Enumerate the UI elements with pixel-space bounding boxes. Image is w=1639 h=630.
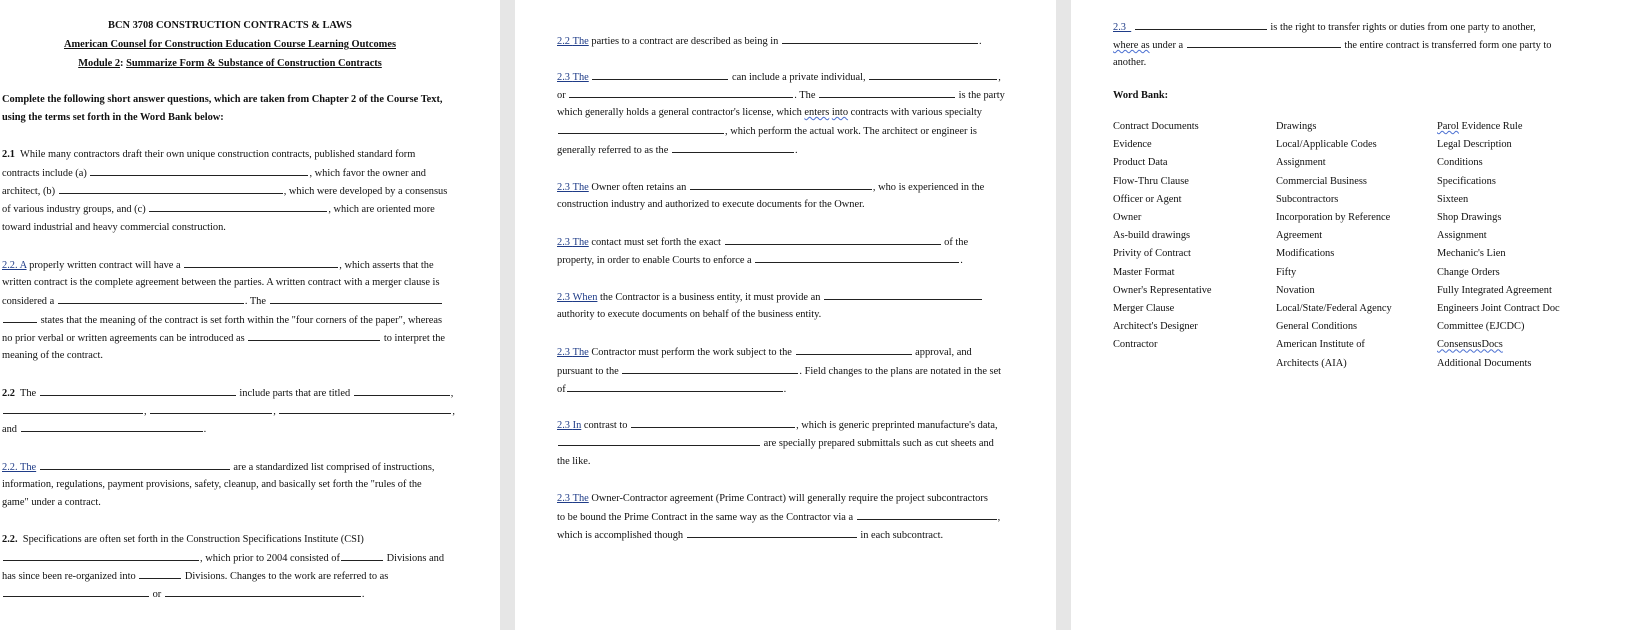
question-text: has since been re-organized into [2, 571, 136, 582]
word-bank-item: Contractor [1113, 339, 1158, 351]
question-text: approval, and [915, 347, 972, 358]
answer-blank[interactable] [21, 422, 203, 432]
answer-blank[interactable] [354, 386, 450, 396]
word-bank-item: Shop Drawings [1437, 212, 1502, 223]
word-bank-item: Additional Documents [1437, 357, 1532, 369]
question-text: or [152, 589, 162, 600]
question-2-3h-line-2 [1113, 38, 1552, 53]
word-bank-item: Merger Clause [1113, 303, 1175, 314]
question-2-2a-line-3 [2, 294, 443, 309]
module-name: Summarize Form & Substance of Construction Contracts [126, 58, 382, 69]
question-2-2b-line-2: , , , [2, 404, 455, 419]
question-2-3d-line-2: authority to execute documents on behalf of the business entity. [557, 309, 822, 320]
question-2-2a-line-5 [2, 331, 445, 346]
word-bank-item: Architects (AIA) [1276, 357, 1347, 369]
answer-blank[interactable] [165, 587, 361, 597]
question-number-word: The [572, 182, 589, 193]
answer-blank[interactable] [270, 294, 442, 304]
question-text: of various industry groups, and (c) [2, 204, 146, 215]
question-2-2e-line-1: 2.2 The parties to a contract are described as being in . [557, 36, 982, 47]
question-text: Divisions and [386, 553, 445, 564]
question-text: under a [1152, 40, 1184, 51]
question-text: While many contractors draft their own unique construction contracts, published standard form [20, 149, 416, 160]
document-page-3 [1071, 0, 1639, 630]
word-bank-title: Word Bank: [1113, 90, 1169, 101]
question-text: , which perform the actual work. The architect or engineer is [725, 126, 977, 137]
question-2-2c-line-2: information, regulations, payment provisions, safety, cleanup, and basically set forth the "rules of the [2, 479, 422, 490]
answer-blank[interactable] [567, 382, 783, 392]
question-number: 2.2 [557, 36, 570, 47]
question-number: 2.3 [557, 347, 570, 358]
instructions-line-1: Complete the following short answer questions, which are taken from Chapter 2 of the Course Text, [2, 94, 443, 105]
question-2-2b-line-3: and . [2, 424, 207, 435]
question-2-1-line-2 [2, 166, 426, 181]
question-2-2d-line-4: or . [2, 587, 364, 602]
answer-blank[interactable] [150, 404, 272, 414]
question-2-2a-line-6: meaning of the contract. [2, 350, 103, 361]
question-text: is the party [958, 90, 1005, 101]
answer-blank[interactable] [631, 418, 795, 428]
word-bank-item: Product Data [1113, 157, 1168, 169]
question-2-3c-line-1 [557, 235, 968, 250]
word-bank-item: Engineers Joint Contract Doc [1437, 303, 1560, 314]
question-text: . Field changes to the plans are notated in the set [799, 366, 1002, 377]
answer-blank[interactable] [558, 124, 724, 134]
word-bank-item: Commercial Business [1276, 175, 1367, 187]
question-2-3h-line-3: another. [1113, 57, 1147, 68]
answer-blank[interactable] [1187, 38, 1341, 48]
question-2-3c-line-2: property, in order to enable Courts to enforce a . [557, 255, 963, 266]
word-bank-item: Drawings [1276, 121, 1317, 132]
question-number: 2.2. [2, 534, 18, 545]
document-page-2 [515, 0, 1056, 630]
answer-blank[interactable] [687, 528, 857, 538]
answer-blank[interactable] [40, 386, 236, 396]
question-number-word: The [572, 347, 589, 358]
answer-blank[interactable] [690, 180, 872, 190]
question-text: property, in order to enable Courts to enforce a [557, 255, 752, 266]
question-text: of the [944, 237, 969, 248]
question-number: 2.3 [557, 420, 570, 431]
question-2-3a-line-4 [557, 124, 977, 139]
question-2-1-line-1 [2, 148, 415, 162]
word-bank-item: Local/Applicable Codes [1276, 139, 1377, 151]
spelling-flagged-word: enters [804, 107, 830, 118]
question-number: 2.3 [557, 182, 570, 193]
question-text: , which were developed by a consensus [283, 186, 448, 197]
question-2-2b-line-1: 2.2 The include parts that are titled , [2, 388, 454, 399]
word-bank-item: American Institute of [1276, 339, 1365, 351]
question-2-3g-line-1 [557, 492, 988, 506]
word-bank-item: Modifications [1276, 248, 1335, 260]
question-text: , which prior to 2004 consisted of [200, 553, 340, 564]
course-title: BCN 3708 CONSTRUCTION CONTRACTS & LAWS [108, 20, 352, 31]
word-bank-item: Master Format [1113, 266, 1175, 278]
question-text: architect, (b) [2, 186, 56, 197]
question-2-2a-line-1 [2, 258, 434, 273]
spelling-flagged-word: ConsensusDocs [1437, 339, 1503, 351]
answer-blank[interactable] [824, 290, 982, 300]
question-number: 2.2 [2, 388, 15, 399]
answer-blank[interactable] [248, 331, 380, 341]
question-text: Owner-Contractor agreement (Prime Contract) will generally require the project subcontractors [591, 493, 988, 504]
word-bank-item: Subcontractors [1276, 193, 1339, 205]
question-2-3b-line-1 [557, 180, 984, 195]
word-bank-item: Mechanic's Lien [1437, 248, 1506, 260]
word-bank-item: Specifications [1437, 175, 1496, 187]
answer-blank[interactable] [558, 436, 760, 446]
question-text: The [20, 388, 37, 399]
question-text: and [2, 424, 18, 435]
question-text: contracts with various specialty [850, 107, 982, 118]
question-number-word: The [572, 493, 589, 504]
answer-blank[interactable] [869, 70, 997, 80]
question-2-2d-line-3 [2, 569, 388, 584]
question-2-2a-line-2: written contract is the complete agreement between the parties. A written contract with a merger clause is [2, 277, 440, 288]
document-page-1 [0, 0, 500, 630]
answer-blank[interactable] [725, 235, 941, 245]
question-text: which generally holds a general contractor's license, which [557, 107, 802, 118]
word-bank-item: Agreement [1276, 230, 1323, 242]
word-bank-item: Flow-Thru Clause [1113, 175, 1189, 187]
question-number: 2.2. The [2, 462, 37, 473]
answer-blank[interactable] [3, 587, 149, 597]
question-2-3f-line-3: the like. [557, 456, 591, 467]
word-bank-item: Contract Documents [1113, 121, 1199, 132]
word-bank-item: Incorporation by Reference [1276, 212, 1391, 223]
question-2-3g-line-2: to be bound the Prime Contract in the same way as the Contractor via a , [557, 512, 1001, 523]
question-2-3a-line-5: generally referred to as the . [557, 145, 798, 156]
word-bank-item: Conditions [1437, 157, 1483, 169]
question-text: . The [794, 90, 816, 101]
word-bank-item: General Conditions [1276, 321, 1358, 333]
word-bank-item [1437, 338, 1503, 352]
answer-blank[interactable] [184, 258, 338, 268]
word-bank-term: Evidence Rule [1461, 121, 1523, 132]
question-2-2a-line-4 [2, 313, 442, 328]
question-2-3b-line-2: construction industry and authorized to execute documents for the Owner. [557, 199, 865, 210]
question-text: properly written contract will have a [29, 260, 181, 271]
question-text: are a standardized list comprised of instructions, [233, 462, 435, 473]
spelling-flagged-word: into [831, 107, 849, 118]
question-text: considered a [2, 296, 55, 307]
answer-blank[interactable] [3, 313, 37, 323]
question-text: Specifications are often set forth in the Construction Specifications Institute (CSI) [22, 534, 364, 545]
question-2-2d-line-1 [2, 533, 364, 547]
word-bank-item: Assignment [1276, 157, 1326, 169]
question-text: is the right to transfer rights or duties from one party to another, [1270, 22, 1536, 33]
question-number: 2.3 [557, 493, 570, 504]
question-text: are specially prepared submittals such as cut sheets and [763, 438, 994, 449]
answer-blank[interactable] [592, 70, 728, 80]
word-bank-item: Owner [1113, 212, 1142, 223]
question-2-2c-line-3: game" under a contract. [2, 497, 101, 508]
question-text: the entire contract is transferred form one party to [1344, 40, 1552, 51]
word-bank-item: Fifty [1276, 266, 1297, 278]
answer-blank[interactable] [622, 364, 798, 374]
word-bank-item: Evidence [1113, 139, 1152, 151]
question-2-1-line-3 [2, 184, 447, 199]
question-text: the Contractor is a business entity, it must provide an [600, 292, 821, 303]
answer-blank[interactable] [90, 166, 308, 176]
question-text: can include a private individual, [731, 72, 866, 83]
question-text: which is accomplished though [557, 530, 684, 541]
question-number-word: The [572, 72, 589, 83]
question-2-1-line-5: toward industrial and heavy commercial construction. [2, 222, 226, 233]
question-text: , which asserts that the [339, 260, 434, 271]
question-number-word: When [572, 292, 598, 303]
question-2-3e-line-3: of . [557, 384, 787, 395]
question-2-2d-line-2 [2, 551, 444, 566]
question-number: 2.3 [1113, 22, 1126, 33]
question-2-3f-line-1 [557, 418, 998, 433]
answer-blank[interactable] [755, 253, 959, 263]
word-bank-item: As-build drawings [1113, 230, 1191, 242]
question-text: include parts that are titled [239, 388, 351, 399]
question-number-word: The [572, 237, 589, 248]
answer-blank[interactable] [58, 294, 244, 304]
spelling-flagged-word: where as [1113, 40, 1150, 51]
question-2-3a-line-2 [557, 88, 1005, 103]
question-text: , which is generic preprinted manufacture's data, [796, 420, 998, 431]
question-text: to interpret the [383, 333, 446, 344]
question-2-3d-line-1 [557, 290, 983, 305]
answer-blank[interactable] [782, 34, 978, 44]
word-bank-item: Assignment [1437, 230, 1487, 242]
answer-blank[interactable] [819, 88, 955, 98]
question-number: 2.3 [557, 72, 570, 83]
question-text: or [557, 90, 566, 101]
module-title: Module 2: Summarize Form & Substance of Construction Contracts [78, 58, 382, 69]
question-2-3a-line-1: 2.3 The can include a private individual, , [557, 72, 1001, 83]
word-bank-item: Legal Description [1437, 139, 1512, 151]
question-text: . The [244, 296, 266, 307]
question-text: contrast to [583, 420, 628, 431]
question-text: of [557, 384, 566, 395]
question-2-3e-line-1 [557, 345, 972, 360]
answer-blank[interactable] [857, 510, 997, 520]
question-text: no prior verbal or written agreements can be introduced as [2, 333, 245, 344]
word-bank-item: Local/State/Federal Agency [1276, 303, 1392, 314]
question-text: contact must set forth the exact [591, 237, 721, 248]
question-text: , who is experienced in the [872, 182, 985, 193]
question-2-3f-line-2 [557, 436, 994, 451]
question-number: 2.3 [557, 292, 570, 303]
module-prefix: Module 2 [78, 58, 121, 69]
word-bank-item: Privity of Contract [1113, 248, 1191, 260]
question-text: Divisions. Changes to the work are referred to as [184, 571, 389, 582]
word-bank-item: Committee (EJCDC) [1437, 321, 1525, 333]
word-bank-item: Officer or Agent [1113, 193, 1182, 205]
question-2-3g-line-3 [557, 528, 943, 543]
answer-blank[interactable] [672, 143, 794, 153]
word-bank-item: Novation [1276, 284, 1315, 296]
word-bank-item: Fully Integrated Agreement [1437, 284, 1552, 296]
question-2-1-line-4 [2, 202, 435, 217]
word-bank-item [1437, 120, 1522, 134]
question-2-2c-line-1 [2, 460, 435, 475]
question-text: Owner often retains an [591, 182, 687, 193]
question-text: , which are oriented more [328, 204, 435, 215]
question-text: Contractor must perform the work subject to the [591, 347, 792, 358]
word-bank-item: Architect's Designer [1113, 321, 1198, 333]
answer-blank[interactable] [149, 202, 327, 212]
question-text: states that the meaning of the contract is set forth within the "four corners of the paper", whereas [40, 315, 443, 326]
question-2-3a-line-3 [557, 106, 982, 120]
answer-blank[interactable] [3, 404, 143, 414]
instructions-line-2: using the terms set forth in the Word Bank below: [2, 112, 224, 123]
question-text: parties to a contract are described as being in [591, 36, 779, 47]
word-bank-item: Change Orders [1437, 266, 1500, 278]
answer-blank[interactable] [796, 345, 912, 355]
answer-blank[interactable] [279, 404, 451, 414]
answer-blank[interactable] [341, 551, 383, 561]
question-2-3h-line-1 [1113, 20, 1536, 35]
question-number: 2.1 [2, 149, 15, 160]
word-bank-item: Owner's Representative [1113, 284, 1212, 296]
question-number-word: The [572, 36, 589, 47]
question-text: contracts include (a) [2, 168, 87, 179]
answer-blank[interactable] [569, 88, 793, 98]
question-text: , which favor the owner and [309, 168, 427, 179]
question-number: 2.3 [557, 237, 570, 248]
question-text: in each subcontract. [860, 530, 944, 541]
question-2-3e-line-2 [557, 364, 1001, 379]
question-text: to be bound the Prime Contract in the same way as the Contractor via a [557, 512, 854, 523]
answer-blank[interactable] [59, 184, 283, 194]
answer-blank[interactable] [139, 569, 181, 579]
answer-blank[interactable] [40, 460, 230, 470]
question-text: pursuant to the [557, 366, 619, 377]
spelling-flagged-word: Parol [1437, 121, 1459, 132]
answer-blank[interactable] [1135, 20, 1267, 30]
question-number: 2.2. A [2, 260, 27, 271]
question-number-word: In [572, 420, 582, 431]
question-text: generally referred to as the [557, 145, 669, 156]
word-bank-item: Sixteen [1437, 193, 1469, 205]
organization-title: American Counsel for Construction Education Course Learning Outcomes [63, 39, 396, 50]
answer-blank[interactable] [3, 551, 199, 561]
